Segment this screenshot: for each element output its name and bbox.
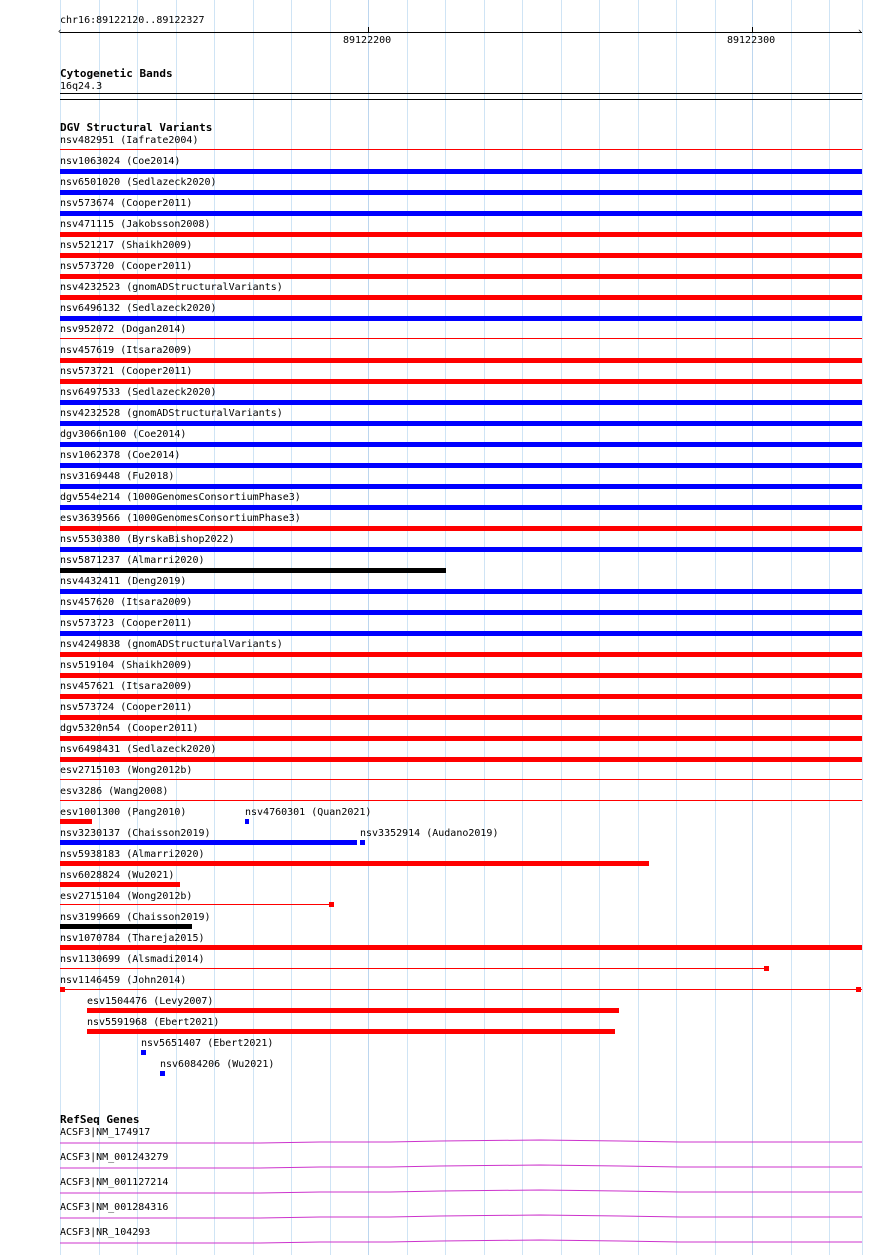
variant-bar[interactable]: [60, 989, 862, 990]
variant-bar[interactable]: [60, 421, 862, 426]
cyto-band-label[interactable]: 16q24.3: [60, 81, 103, 92]
variant-label[interactable]: nsv5530380 (ByrskaBishop2022): [60, 534, 235, 545]
gene-model-line[interactable]: [60, 1237, 862, 1245]
variant-bar[interactable]: [60, 968, 765, 969]
variant-label[interactable]: nsv1130699 (Alsmadi2014): [60, 954, 205, 965]
gene-model-line[interactable]: [60, 1212, 862, 1220]
variant-bar[interactable]: [60, 442, 862, 447]
variant-label[interactable]: nsv3352914 (Audano2019): [360, 828, 499, 839]
gene-label[interactable]: ACSF3|NM_001243279: [60, 1152, 169, 1163]
variant-bar[interactable]: [60, 190, 862, 195]
cyto-band-line-bottom: [60, 99, 862, 100]
track-title-dgv-structural-variants[interactable]: DGV Structural Variants: [60, 121, 213, 134]
variant-label[interactable]: esv2715103 (Wong2012b): [60, 765, 193, 776]
gridline: [291, 0, 292, 1255]
variant-label[interactable]: nsv457620 (Itsara2009): [60, 597, 193, 608]
variant-label[interactable]: nsv6496132 (Sedlazeck2020): [60, 303, 217, 314]
variant-bar[interactable]: [60, 400, 862, 405]
variant-label[interactable]: nsv3169448 (Fu2018): [60, 471, 175, 482]
variant-label[interactable]: nsv1063024 (Coe2014): [60, 156, 181, 167]
variant-bar[interactable]: [60, 652, 862, 657]
ruler-left-arrow-icon: ‹: [57, 27, 63, 37]
variant-bar[interactable]: [60, 526, 862, 531]
gene-model-line[interactable]: [60, 1162, 862, 1170]
variant-label[interactable]: nsv5651407 (Ebert2021): [141, 1038, 274, 1049]
gridline: [368, 0, 369, 1255]
variant-bar[interactable]: [60, 779, 862, 780]
region-coordinates: chr16:89122120..89122327: [60, 15, 205, 26]
variant-label[interactable]: nsv952072 (Dogan2014): [60, 324, 187, 335]
variant-bar[interactable]: [60, 945, 862, 950]
variant-label[interactable]: nsv471115 (Jakobsson2008): [60, 219, 211, 230]
variant-bar[interactable]: [360, 840, 365, 845]
gridline: [484, 0, 485, 1255]
gene-label[interactable]: ACSF3|NM_001284316: [60, 1202, 169, 1213]
variant-label[interactable]: nsv4232528 (gnomADStructuralVariants): [60, 408, 283, 419]
variant-label[interactable]: nsv573723 (Cooper2011): [60, 618, 193, 629]
variant-label[interactable]: esv1504476 (Levy2007): [87, 996, 214, 1007]
variant-label[interactable]: nsv3230137 (Chaisson2019): [60, 828, 211, 839]
variant-bar[interactable]: [60, 840, 357, 845]
ruler-right-arrow-icon: ›: [857, 27, 863, 37]
variant-label[interactable]: nsv573724 (Cooper2011): [60, 702, 193, 713]
variant-label[interactable]: nsv6501020 (Sedlazeck2020): [60, 177, 217, 188]
variant-label[interactable]: nsv1062378 (Coe2014): [60, 450, 181, 461]
variant-bar-start[interactable]: [60, 987, 65, 992]
variant-bar[interactable]: [60, 673, 862, 678]
variant-label[interactable]: nsv4432411 (Deng2019): [60, 576, 187, 587]
gridline: [561, 0, 562, 1255]
variant-label[interactable]: nsv573720 (Cooper2011): [60, 261, 193, 272]
variant-label[interactable]: esv1001300 (Pang2010): [60, 807, 187, 818]
variant-bar[interactable]: [60, 232, 862, 237]
variant-bar[interactable]: [60, 253, 862, 258]
variant-bar[interactable]: [60, 484, 862, 489]
variant-bar[interactable]: [60, 316, 862, 321]
gene-label[interactable]: ACSF3|NM_001127214: [60, 1177, 169, 1188]
variant-bar[interactable]: [87, 1029, 615, 1034]
variant-bar[interactable]: [60, 547, 862, 552]
variant-label[interactable]: dgv3066n100 (Coe2014): [60, 429, 187, 440]
variant-bar[interactable]: [60, 211, 862, 216]
variant-label[interactable]: nsv5871237 (Almarri2020): [60, 555, 205, 566]
variant-label[interactable]: nsv4232523 (gnomADStructuralVariants): [60, 282, 283, 293]
variant-bar[interactable]: [60, 379, 862, 384]
variant-bar[interactable]: [60, 882, 180, 887]
gridline: [330, 0, 331, 1255]
ruler-tick: [752, 27, 753, 33]
variant-bar[interactable]: [160, 1071, 165, 1076]
variant-bar[interactable]: [60, 169, 862, 174]
variant-label[interactable]: nsv4249838 (gnomADStructuralVariants): [60, 639, 283, 650]
gridline: [676, 0, 677, 1255]
variant-bar[interactable]: [60, 800, 862, 801]
gridline: [407, 0, 408, 1255]
variant-label[interactable]: nsv6084206 (Wu2021): [160, 1059, 275, 1070]
variant-label[interactable]: nsv5938183 (Almarri2020): [60, 849, 205, 860]
variant-label[interactable]: nsv5591968 (Ebert2021): [87, 1017, 220, 1028]
variant-bar[interactable]: [60, 736, 862, 741]
variant-label[interactable]: nsv482951 (Iafrate2004): [60, 135, 199, 146]
gene-model-line[interactable]: [60, 1137, 862, 1145]
variant-label[interactable]: nsv573674 (Cooper2011): [60, 198, 193, 209]
variant-label[interactable]: nsv6497533 (Sedlazeck2020): [60, 387, 217, 398]
track-title-refseq-genes[interactable]: RefSeq Genes: [60, 1113, 140, 1126]
gridline: [715, 0, 716, 1255]
variant-label[interactable]: nsv6028824 (Wu2021): [60, 870, 175, 881]
variant-label[interactable]: nsv1070784 (Thareja2015): [60, 933, 205, 944]
variant-bar[interactable]: [60, 463, 862, 468]
gridline: [752, 0, 753, 1255]
variant-label[interactable]: dgv554e214 (1000GenomesConsortiumPhase3): [60, 492, 301, 503]
gene-label[interactable]: ACSF3|NR_104293: [60, 1227, 151, 1238]
variant-label[interactable]: nsv4760301 (Quan2021): [245, 807, 372, 818]
ruler-tick-label: 89122300: [727, 35, 776, 46]
variant-bar[interactable]: [60, 924, 192, 929]
variant-bar[interactable]: [60, 694, 862, 699]
ruler-axis: [60, 32, 862, 33]
variant-bar-end[interactable]: [856, 987, 861, 992]
variant-label[interactable]: esv3286 (Wang2008): [60, 786, 169, 797]
gene-label[interactable]: ACSF3|NM_174917: [60, 1127, 151, 1138]
variant-label[interactable]: nsv3199669 (Chaisson2019): [60, 912, 211, 923]
gridline: [445, 0, 446, 1255]
gridline: [829, 0, 830, 1255]
variant-bar[interactable]: [60, 358, 862, 363]
variant-label[interactable]: nsv457619 (Itsara2009): [60, 345, 193, 356]
variant-bar-end[interactable]: [764, 966, 769, 971]
gene-model-line[interactable]: [60, 1187, 862, 1195]
cyto-band-line-top: [60, 93, 862, 94]
gridline: [638, 0, 639, 1255]
variant-bar[interactable]: [60, 338, 862, 339]
variant-bar[interactable]: [87, 1008, 619, 1013]
variant-bar[interactable]: [141, 1050, 146, 1055]
ruler-tick-label: 89122200: [343, 35, 392, 46]
variant-label[interactable]: nsv1146459 (John2014): [60, 975, 187, 986]
variant-bar[interactable]: [60, 715, 862, 720]
gridline: [599, 0, 600, 1255]
variant-bar[interactable]: [60, 819, 92, 824]
variant-label[interactable]: dgv5320n54 (Cooper2011): [60, 723, 199, 734]
variant-bar[interactable]: [60, 861, 649, 866]
variant-label[interactable]: nsv573721 (Cooper2011): [60, 366, 193, 377]
variant-bar[interactable]: [60, 505, 862, 510]
variant-label[interactable]: nsv457621 (Itsara2009): [60, 681, 193, 692]
gridline: [862, 0, 863, 1255]
variant-bar[interactable]: [245, 819, 249, 824]
variant-label[interactable]: nsv6498431 (Sedlazeck2020): [60, 744, 217, 755]
variant-bar[interactable]: [60, 274, 862, 279]
variant-label[interactable]: nsv519104 (Shaikh2009): [60, 660, 193, 671]
variant-bar[interactable]: [60, 149, 862, 150]
variant-bar[interactable]: [60, 295, 862, 300]
variant-bar[interactable]: [60, 568, 446, 573]
variant-label[interactable]: esv2715104 (Wong2012b): [60, 891, 193, 902]
variant-bar[interactable]: [60, 610, 862, 615]
gridline: [522, 0, 523, 1255]
gridline: [791, 0, 792, 1255]
variant-bar[interactable]: [60, 589, 862, 594]
variant-bar[interactable]: [60, 757, 862, 762]
variant-label[interactable]: esv3639566 (1000GenomesConsortiumPhase3): [60, 513, 301, 524]
variant-bar[interactable]: [60, 631, 862, 636]
variant-bar-end[interactable]: [329, 902, 334, 907]
variant-label[interactable]: nsv521217 (Shaikh2009): [60, 240, 193, 251]
track-title-cytogenetic-bands[interactable]: Cytogenetic Bands: [60, 67, 173, 80]
variant-bar[interactable]: [60, 904, 330, 905]
ruler-tick: [368, 27, 369, 33]
